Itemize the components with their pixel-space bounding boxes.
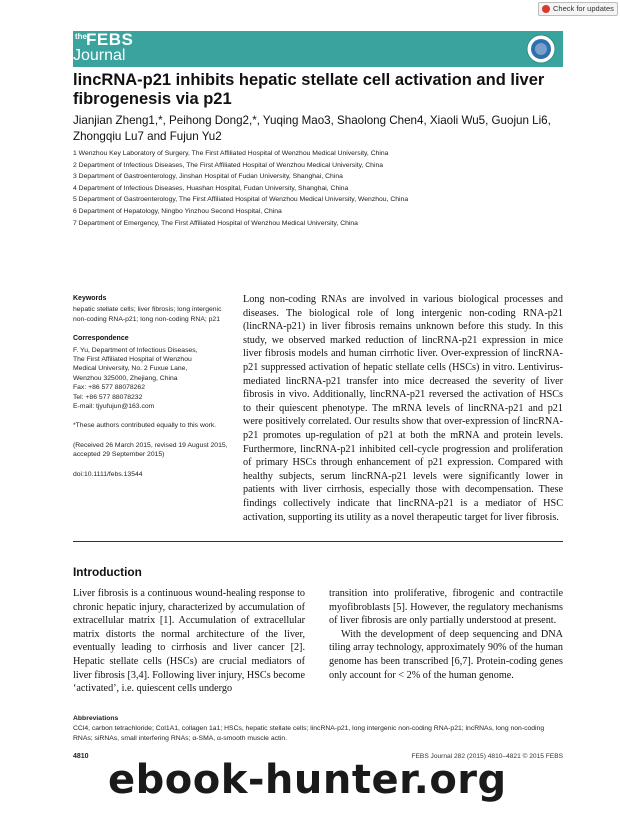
watermark: ebook-hunter.org	[108, 757, 507, 803]
correspondence-line: F. Yu, Department of Infectious Diseases,	[73, 346, 198, 354]
received-dates: (Received 26 March 2015, revised 19 August 2015, accepted 29 September 2015)	[73, 441, 228, 459]
check-for-updates-label: Check for updates	[553, 4, 614, 13]
crossmark-icon	[542, 5, 550, 13]
check-for-updates-button[interactable]	[538, 2, 618, 16]
journal-logo-subtitle: Journal	[73, 47, 126, 64]
article-sidebar	[73, 294, 228, 489]
page-number: 4810	[73, 753, 89, 760]
abstract-text: Long non-coding RNAs are involved in various biological processes and diseases. The biological role of long intergenic non-coding RNA-p21 (lincRNA-p21) in liver fibrosis remains unknown before this study. In this study, we observed marked reduction of lincRNA-p21 expression in mice liver fibrosis models and human cirrhotic liver. Over-expression of lincRNA-p21 suppressed activation of hepatic stellate cells (HSCs) in vitro. Lentivirus-mediated lincRNA-p21 transfer into mice decreased the severity of liver fibrosis in vivo. Additionally, lincRNA-p21 reversed the activation of HSCs to their quiescent phenotype. The mRNA levels of lincRNA-p21 and p21 were positively correlated. Our results show that over-expression of lincRNA-p21 promotes up-regulation of p21 at both the mRNA and protein levels. Furthermore, lincRNA-p21 inhibited cell-cycle progression and proliferation of primary HSCs through enhancement of p21 expression. Compared with healthy subjects, serum lincRNA-p21 levels were significantly lower in patients with liver cirrhosis, especially those with decompensation. These findings collectively indicate that lincRNA-p21 is a mediator of HSC activation, supporting its utility as a novel therapeutic target for liver fibrosis.	[243, 294, 563, 523]
correspondence-line: Medical University, No. 2 Fuxue Lane,	[73, 365, 188, 373]
correspondence-block	[73, 346, 228, 412]
correspondence-heading: Correspondence	[73, 335, 129, 343]
article-title: lincRNA-p21 inhibits hepatic stellate cell activation and liver fibrogenesis via p21	[73, 71, 545, 108]
affiliation-item: 3 Department of Gastroenterology, Jinshan Hospital of Fudan University, Shanghai, China	[73, 173, 343, 181]
journal-header-bar	[73, 31, 563, 67]
correspondence-line: The First Affiliated Hospital of Wenzhou	[73, 356, 192, 364]
keywords-text: hepatic stellate cells; liver fibrosis; long intergenic non-coding RNA-p21; long non-coding RNA; p21	[73, 306, 222, 323]
author-list: Jianjian Zheng1,*, Peihong Dong2,*, Yuqing Mao3, Shaolong Chen4, Xiaoli Wu5, Guojun Li6, Zhongqiu Lu7 and Fujun Yu2	[73, 114, 551, 143]
abbreviations-text: CCl4, carbon tetrachloride; Col1A1, collagen 1a1; HSCs, hepatic stellate cells; lincRNA-p21, long intergenic non-coding RNA-p21; lncRNAs, long non-coding RNAs; siRNAs, small interfering RNAs; α-SMA, α-smooth muscle actin.	[73, 725, 545, 742]
affiliation-item: 6 Department of Hepatology, Ningbo Yinzhou Second Hospital, China	[73, 207, 282, 215]
affiliation-item: 2 Department of Infectious Diseases, The First Affiliated Hospital of Wenzhou Medical University, China	[73, 161, 384, 169]
introduction-heading: Introduction	[73, 565, 142, 579]
correspondence-line: Tel: +86 577 88078232	[73, 393, 143, 401]
section-divider	[73, 541, 563, 542]
affiliation-item: 5 Department of Gastroenterology, The First Affiliated Hospital of Wenzhou Medical University, Wenzhou, China	[73, 196, 409, 204]
affiliation-item: 1 Wenzhou Key Laboratory of Surgery, The First Affiliated Hospital of Wenzhou Medical University, China	[73, 150, 389, 157]
correspondence-line: Fax: +86 577 88078262	[73, 384, 145, 392]
intro-paragraph: transition into proliferative, fibrogenic and contractile myofibroblasts [5]. However, the regulatory mechanisms of liver fibrosis are only partially understood at present.	[329, 588, 563, 627]
correspondence-line: Wenzhou 325000, Zhejiang, China	[73, 374, 178, 382]
febs-seal-icon	[526, 34, 556, 64]
journal-logo-name: FEBS	[86, 30, 134, 49]
equal-contribution-note: *These authors contributed equally to this work.	[73, 422, 217, 430]
intro-paragraph: With the development of deep sequencing and DNA tiling array technology, approximately 90% of the human genome has been transcribed [6,7]. Protein-coding genes only account for < 2% of the human genome.	[329, 628, 563, 681]
keywords-heading: Keywords	[73, 295, 107, 302]
doi: doi:10.1111/febs.13544	[73, 470, 143, 478]
abbreviations-block	[73, 714, 563, 744]
abbreviations-heading: Abbreviations	[73, 715, 119, 722]
journal-citation: FEBS Journal 282 (2015) 4810–4821 © 2015 FEBS	[411, 753, 563, 760]
affiliations	[73, 148, 563, 229]
affiliation-item: 4 Department of Infectious Diseases, Huashan Hospital, Fudan University, Shanghai, China	[73, 184, 349, 192]
introduction-column-1: Liver fibrosis is a continuous wound-healing response to chronic hepatic injury, characterized by accumulation of extracellular matrix [1]. Accumulation of extracellular matrix distorts the normal architecture of the liver, eventually leading to cirrhosis and liver cancer [2]. Hepatic stellate cells (HSCs) are crucial mediators of liver fibrosis [3,4]. Following liver injury, HSCs become ‘activated’, i.e. quiescent cells undergo	[73, 588, 305, 695]
journal-logo-prefix: the	[75, 32, 87, 41]
affiliation-item: 7 Department of Emergency, The First Affiliated Hospital of Wenzhou Medical University, China	[73, 219, 358, 227]
correspondence-email: E-mail: tjyufujun@163.com	[73, 403, 155, 411]
introduction-column-2	[329, 587, 563, 682]
